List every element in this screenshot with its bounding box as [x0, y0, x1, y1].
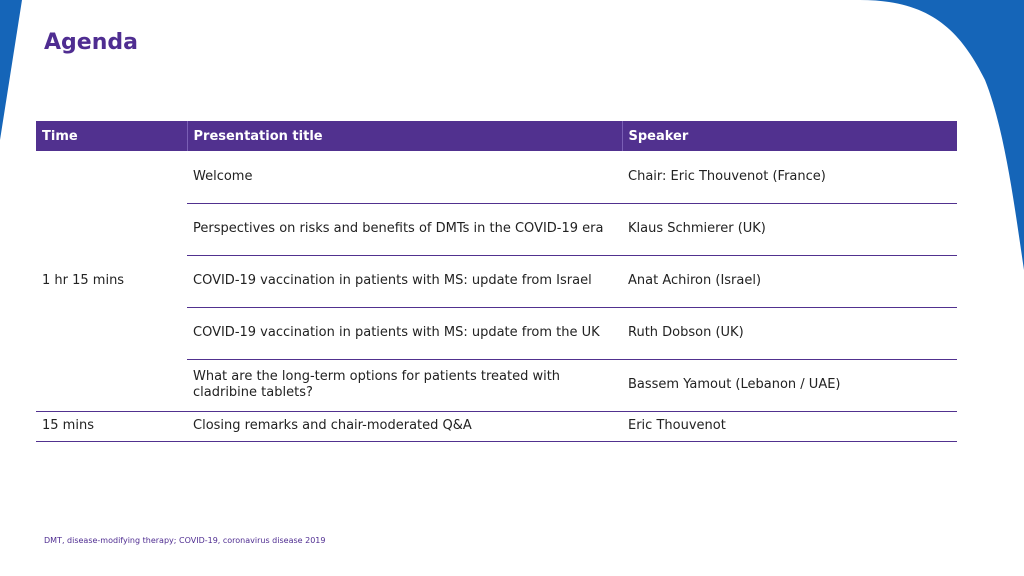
time-cell: 15 mins	[36, 411, 187, 441]
speaker-cell: Bassem Yamout (Lebanon / UAE)	[622, 359, 957, 411]
table-header-row	[36, 121, 957, 151]
title-cell: Welcome	[187, 151, 622, 203]
footnote: DMT, disease-modifying therapy; COVID-19, coronavirus disease 2019	[44, 536, 326, 545]
time-cell: 1 hr 15 mins	[36, 151, 187, 411]
header-time: Time	[36, 121, 187, 151]
speaker-cell: Ruth Dobson (UK)	[622, 307, 957, 359]
header-presentation-title: Presentation title	[187, 121, 622, 151]
title-cell: Perspectives on risks and benefits of DMTs in the COVID-19 era	[187, 203, 622, 255]
speaker-cell: Anat Achiron (Israel)	[622, 255, 957, 307]
header-speaker: Speaker	[622, 121, 957, 151]
title-cell: What are the long-term options for patients treated with cladribine tablets?	[187, 359, 622, 411]
speaker-cell: Eric Thouvenot	[622, 411, 957, 441]
title-cell: Closing remarks and chair-moderated Q&A	[187, 411, 622, 441]
title-cell: COVID-19 vaccination in patients with MS: update from Israel	[187, 255, 622, 307]
title-cell: COVID-19 vaccination in patients with MS: update from the UK	[187, 307, 622, 359]
table-row	[36, 151, 957, 203]
speaker-cell: Klaus Schmierer (UK)	[622, 203, 957, 255]
page-title: Agenda	[44, 30, 138, 55]
speaker-cell: Chair: Eric Thouvenot (France)	[622, 151, 957, 203]
agenda-table	[36, 121, 957, 442]
table-row	[36, 411, 957, 441]
